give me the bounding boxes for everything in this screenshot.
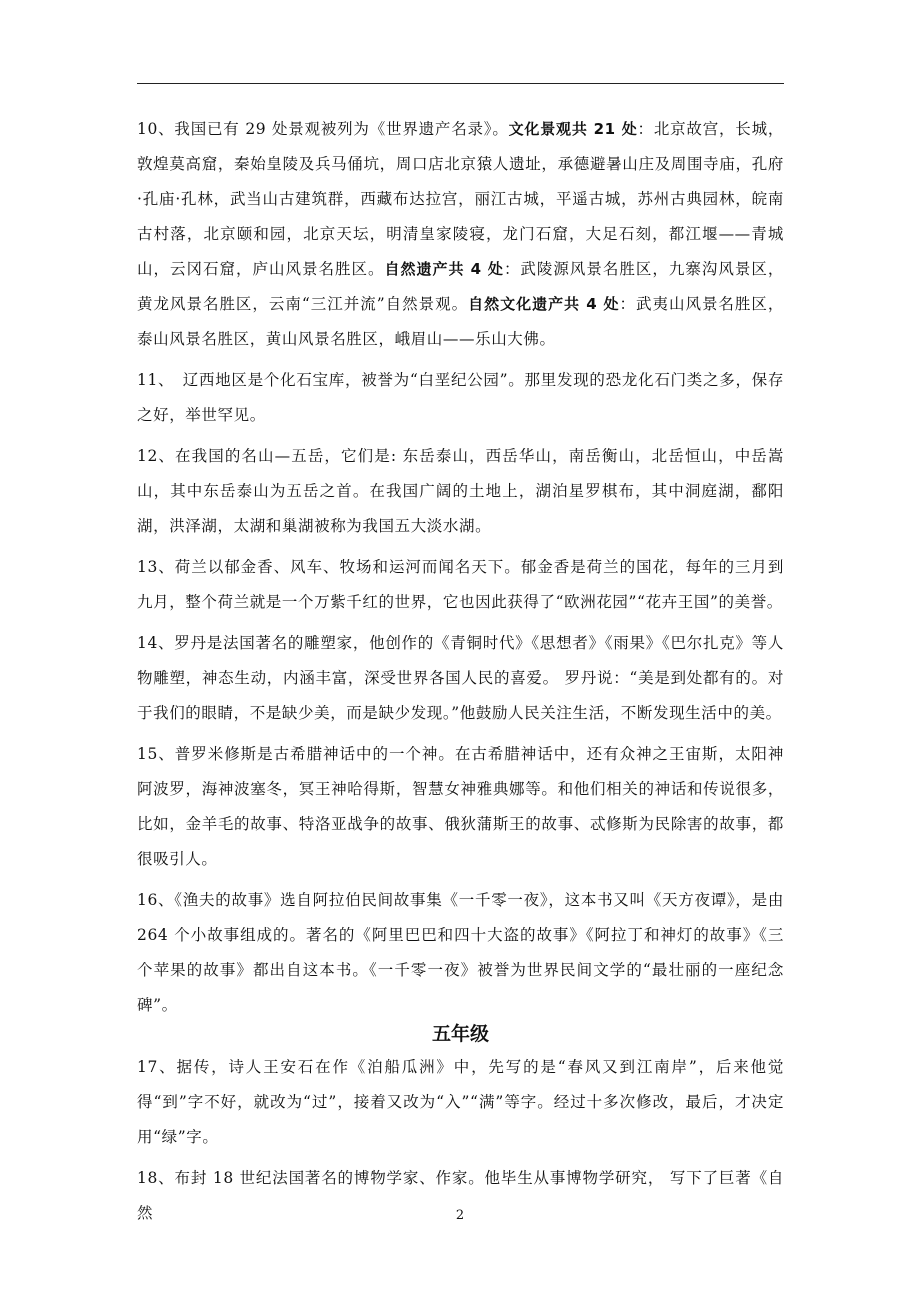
section-title-grade-5: 五年级 — [431, 1023, 489, 1045]
paragraph-13: 13、荷兰以郁金香、风车、牧场和运河而闻名天下。郁金香是荷兰的国花，每年的三月到九月，整个荷兰就是一个万紫千红的世界，它也因此获得了“欧洲花园”“花卉王国”的美誉。 — [137, 558, 784, 611]
paragraph-11: 11、 辽西地区是个化石宝库，被誉为“白垩纪公园”。那里发现的恐龙化石门类之多，保存之好，举世罕见。 — [137, 371, 784, 424]
page-number: 2 — [455, 1208, 465, 1223]
paragraph-10: 10、我国已有 29 处景观被列为《世界遗产名录》。文化景观共 21 处：北京故宫，长城，敦煌莫高窟，秦始皇陵及兵马俑坑，周口店北京猿人遗址，承德避暑山庄及周围寺庙，孔府·孔庙·孔林，武当山古建筑群，西藏布达拉宫，丽江古城，平遥古城，苏州古典园林，皖南古村落，北京颐和园，北京天坛，明清皇家陵寝，龙门石窟，大足石刻，都江堰——青城山，云冈石窟，庐山风景名胜区。自然遗产共 4 处：武陵源风景名胜区，九寨沟风景区，黄龙风景名胜区，云南“三江并流”自然景观。自然文化遗产共 4 处：武夷山风景名胜区，泰山风景名胜区，黄山风景名胜区，峨眉山——乐山大佛。 — [137, 120, 784, 348]
paragraph-18: 18、布封 18 世纪法国著名的博物学家、作家。他毕生从事博物学研究， 写下了巨著《自然 — [137, 1169, 784, 1222]
header-rule — [137, 83, 784, 84]
paragraph-14: 14、罗丹是法国著名的雕塑家，他创作的《青铜时代》《思想者》《雨果》《巴尔扎克》等人物雕塑，神态生动，内涵丰富，深受世界各国人民的喜爱。 罗丹说：“美是到处都有的。对于我们的眼睛，不是缺少美，而是缺少发现。”他鼓励人民关注生活，不断发现生活中的美。 — [137, 634, 784, 722]
paragraph-16: 16、《渔夫的故事》选自阿拉伯民间故事集《一千零一夜》，这本书又叫《天方夜谭》，是由 264 个小故事组成的。著名的《阿里巴巴和四十大盗的故事》《阿拉丁和神灯的故事》《三个苹果的故事》都出自这本书。《一千零一夜》被誉为世界民间文学的“最壮丽的一座纪念碑”。 — [137, 891, 784, 1014]
body-text-part1 — [137, 112, 784, 1029]
paragraph-17: 17、据传，诗人王安石在作《泊船瓜洲》中，先写的是“春风又到江南岸”，后来他觉得“到”字不好，就改为“过”，接着又改为“入”“满”等字。经过十多次修改，最后，才决定用“绿”字。 — [137, 1058, 784, 1146]
paragraph-12: 12、在我国的名山—五岳，它们是: 东岳泰山，西岳华山，南岳衡山，北岳恒山，中岳嵩山，其中东岳泰山为五岳之首。在我国广阔的土地上，湖泊星罗棋布，其中洞庭湖，鄱阳湖，洪泽湖，太湖和巢湖被称为我国五大淡水湖。 — [137, 447, 784, 535]
paragraph-15: 15、普罗米修斯是古希腊神话中的一个神。在古希腊神话中，还有众神之王宙斯，太阳神阿波罗，海神波塞冬，冥王神哈得斯，智慧女神雅典娜等。和他们相关的神话和传说很多，比如，金羊毛的故事、特洛亚战争的故事、俄狄蒲斯王的故事、忒修斯为民除害的故事，都很吸引人。 — [137, 745, 784, 868]
